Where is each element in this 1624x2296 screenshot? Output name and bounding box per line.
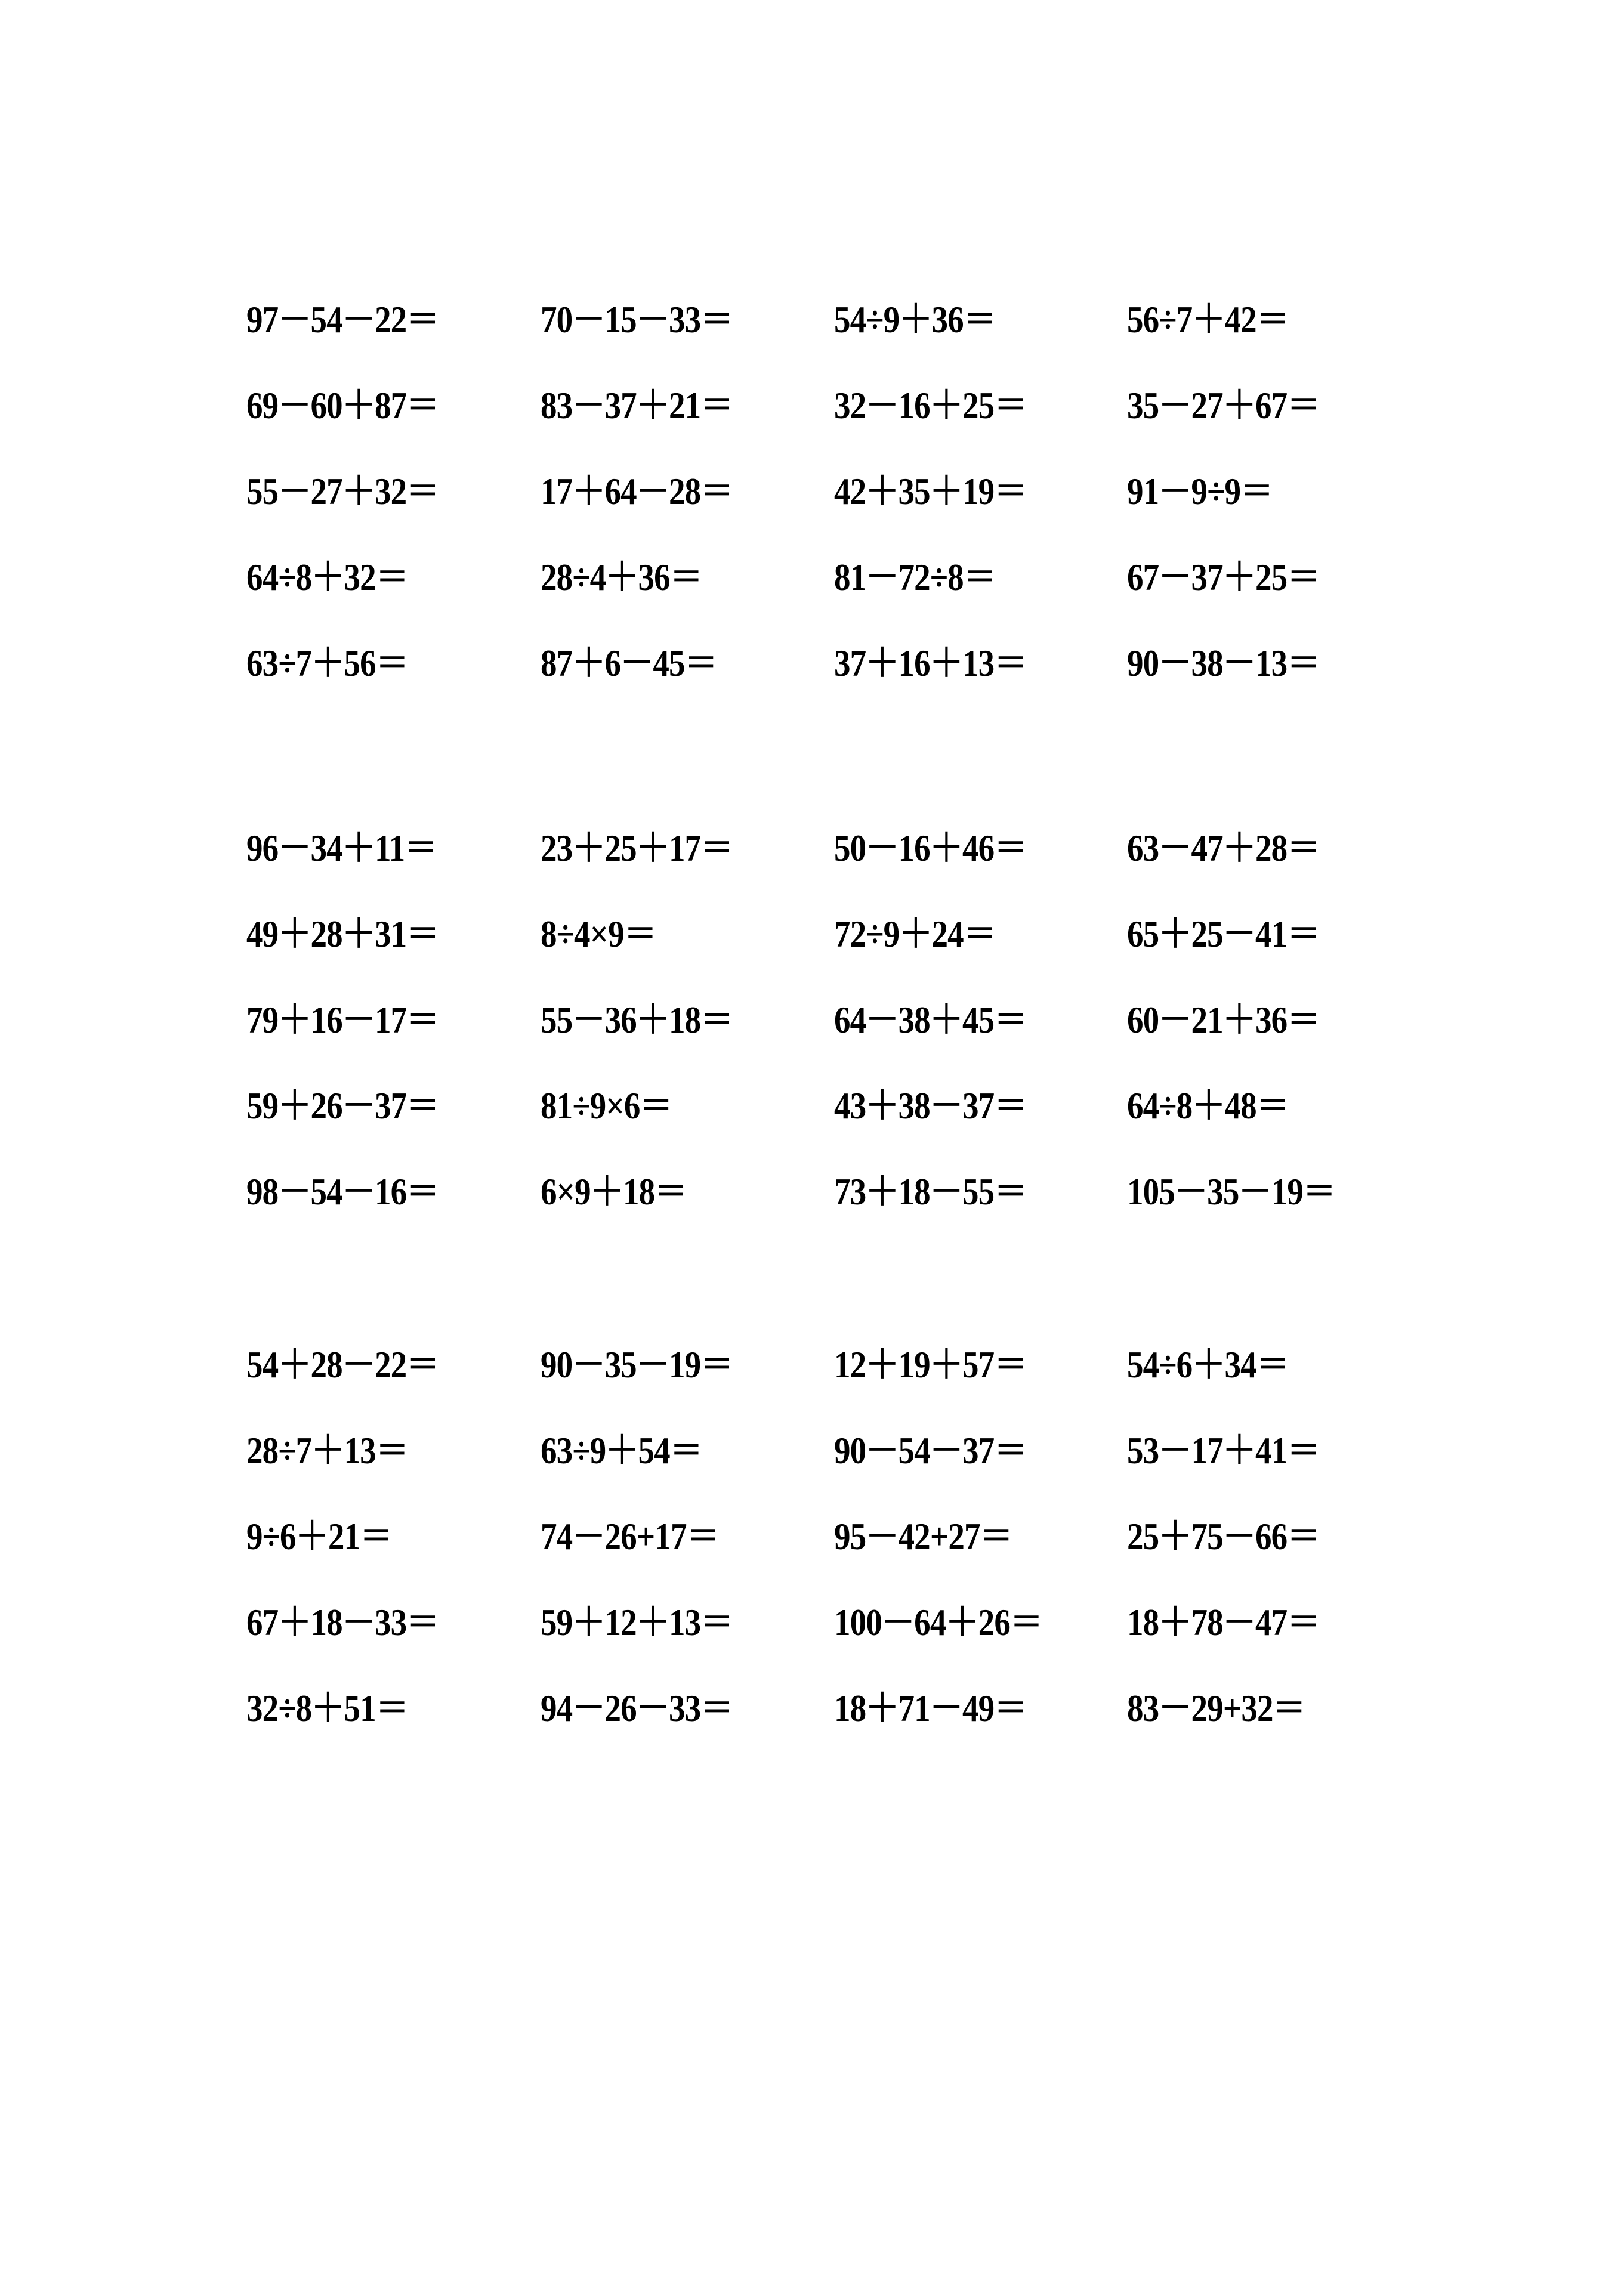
math-problem: 83－29+32＝ xyxy=(1127,1687,1305,1729)
problem-row xyxy=(246,1593,1440,1679)
math-problem: 18＋71－49＝ xyxy=(834,1687,1027,1729)
math-problem: 95－42+27＝ xyxy=(834,1515,1012,1558)
math-problem: 12＋19＋57＝ xyxy=(834,1343,1027,1386)
problem-row xyxy=(246,548,1440,634)
math-problem: 70－15－33＝ xyxy=(541,298,733,341)
problem-row xyxy=(246,634,1440,719)
problem-row xyxy=(246,1507,1440,1593)
problem-row xyxy=(246,290,1440,376)
math-problem: 53－17＋41＝ xyxy=(1127,1429,1320,1472)
math-problem: 43＋38－37＝ xyxy=(834,1084,1027,1127)
math-problem: 74－26+17＝ xyxy=(541,1515,719,1558)
math-problem: 65＋25－41＝ xyxy=(1127,913,1320,955)
math-problem: 72÷9＋24＝ xyxy=(834,913,996,955)
math-problem: 97－54－22＝ xyxy=(246,298,439,341)
math-problem: 87＋6－45＝ xyxy=(541,642,717,684)
math-problem: 63－47＋28＝ xyxy=(1127,827,1320,869)
math-problem: 28÷7＋13＝ xyxy=(246,1429,409,1472)
math-problem: 55－27＋32＝ xyxy=(246,470,439,512)
math-problem: 59＋12＋13＝ xyxy=(541,1601,733,1643)
math-problem: 91－9÷9＝ xyxy=(1127,470,1273,512)
math-problem: 69－60＋87＝ xyxy=(246,384,439,427)
math-problem: 35－27＋67＝ xyxy=(1127,384,1320,427)
math-problem: 6×9＋18＝ xyxy=(541,1170,687,1213)
math-problem: 8÷4×9＝ xyxy=(541,913,657,955)
math-problem: 90－54－37＝ xyxy=(834,1429,1027,1472)
problem-row xyxy=(246,990,1440,1076)
math-problem: 67－37＋25＝ xyxy=(1127,556,1320,598)
math-problem: 28÷4＋36＝ xyxy=(541,556,703,598)
math-problem: 23＋25＋17＝ xyxy=(541,827,733,869)
problem-row xyxy=(246,1162,1440,1248)
math-problem: 73＋18－55＝ xyxy=(834,1170,1027,1213)
math-problem: 37＋16＋13＝ xyxy=(834,642,1027,684)
math-problem: 96－34＋11＝ xyxy=(246,827,437,869)
math-problem: 59＋26－37＝ xyxy=(246,1084,439,1127)
math-problem: 49＋28＋31＝ xyxy=(246,913,439,955)
math-problem: 94－26－33＝ xyxy=(541,1687,733,1729)
math-problem: 81÷9×6＝ xyxy=(541,1084,672,1127)
math-problem: 32÷8＋51＝ xyxy=(246,1687,409,1729)
math-problem: 90－38－13＝ xyxy=(1127,642,1320,684)
math-problem: 17＋64－28＝ xyxy=(541,470,733,512)
math-problem: 100－64＋26＝ xyxy=(834,1601,1043,1643)
problem-row xyxy=(246,904,1440,990)
math-problem: 63÷7＋56＝ xyxy=(246,642,409,684)
math-problem: 90－35－19＝ xyxy=(541,1343,733,1386)
problem-row xyxy=(246,1335,1440,1421)
problem-row xyxy=(246,1076,1440,1162)
math-problem: 56÷7＋42＝ xyxy=(1127,298,1289,341)
problem-block-1 xyxy=(246,290,1440,719)
math-problem: 50－16＋46＝ xyxy=(834,827,1027,869)
problem-row xyxy=(246,462,1440,548)
math-problem: 79＋16－17＝ xyxy=(246,999,439,1041)
math-problem: 54÷6＋34＝ xyxy=(1127,1343,1289,1386)
problem-block-2 xyxy=(246,818,1440,1248)
problem-row xyxy=(246,1421,1440,1507)
problem-row xyxy=(246,1679,1440,1765)
problem-block-3 xyxy=(246,1335,1440,1765)
math-problem: 98－54－16＝ xyxy=(246,1170,439,1213)
math-problem: 105－35－19＝ xyxy=(1127,1170,1336,1213)
math-problem: 42＋35＋19＝ xyxy=(834,470,1027,512)
math-problem: 64－38＋45＝ xyxy=(834,999,1027,1041)
math-problem: 63÷9＋54＝ xyxy=(541,1429,703,1472)
math-problem: 64÷8＋48＝ xyxy=(1127,1084,1289,1127)
math-problem: 32－16＋25＝ xyxy=(834,384,1027,427)
math-problem: 18＋78－47＝ xyxy=(1127,1601,1320,1643)
math-problem: 25＋75－66＝ xyxy=(1127,1515,1320,1558)
math-problem: 81－72÷8＝ xyxy=(834,556,996,598)
math-problem: 64÷8＋32＝ xyxy=(246,556,409,598)
math-problem: 9÷6＋21＝ xyxy=(246,1515,393,1558)
math-problem: 54÷9＋36＝ xyxy=(834,298,996,341)
problem-row xyxy=(246,818,1440,904)
problem-row xyxy=(246,376,1440,462)
math-problem: 67＋18－33＝ xyxy=(246,1601,439,1643)
math-problem: 60－21＋36＝ xyxy=(1127,999,1320,1041)
math-problem: 83－37＋21＝ xyxy=(541,384,733,427)
math-problem: 54＋28－22＝ xyxy=(246,1343,439,1386)
math-problem: 55－36＋18＝ xyxy=(541,999,733,1041)
